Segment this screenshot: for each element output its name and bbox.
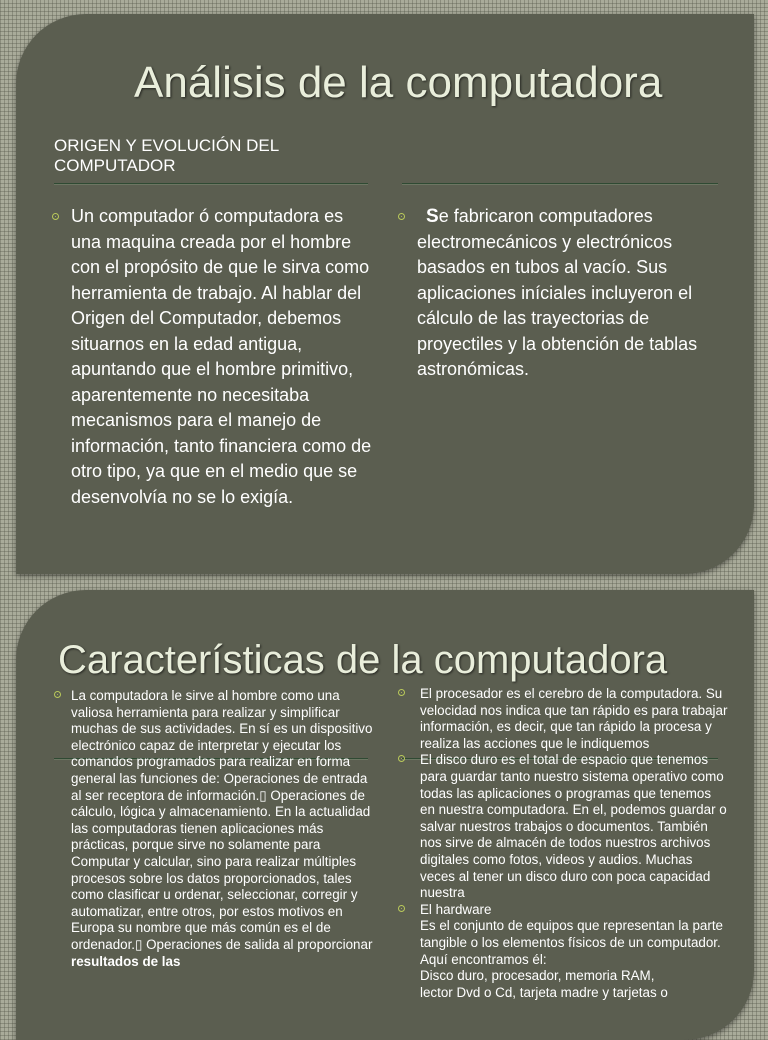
bullet-heading: El hardware	[420, 901, 492, 917]
drop-letter: S	[426, 206, 439, 227]
bullet-text: Un computador ó computadora es una maquina creada por el hombre con el propósito de que le sirva como herramienta de trabajo. Al hablar del Origen del Computador, debemos situarnos en la edad antigua, apuntando que el hombre primitivo, aparentemente no necesitaba mecanismos para el manejo de información, tanto financiera como de otro tipo, ya que en el medio que se desenvolvía no se lo exigía.	[71, 206, 372, 507]
bullet-item	[52, 204, 372, 510]
bullet-paragraph: Es el conjunto de equipos que representan la parte tangible o los elementos físicos de un computador. Aquí encontramos él:	[420, 918, 723, 967]
bullet-text: El disco duro es el total de espacio que tenemos para guardar tanto nuestro sistema operativo como todas las aplicaciones o programas que tenemos en nuestra computadora. En el, podemos guardar o salvar nuestros trabajos o documentos. También nos sirve de almacén de todos nuestros archivos digitales como fotos, videos y audios. Muchas veces al tener un disco duro con poca capacidad nuestra	[420, 752, 727, 901]
slide-caracteristicas	[16, 590, 754, 1040]
bullet-text: El procesador es el cerebro de la computadora. Su velocidad nos indica que tan rápido es para trabajar información, es decir, que tan rápido la procesa y realiza las acciones que le indiquemos	[420, 686, 728, 751]
bullet-icon	[54, 691, 61, 698]
bullet-icon	[398, 689, 405, 696]
slide-title: Análisis de la computadora	[134, 58, 663, 107]
bullet-text-rest: e fabricaron computadores electromecánicos y electrónicos basados en tubos al vacío. Sus aplicaciones iníciales incluyeron el cálculo de las trayectorias de proyectiles y la obtención de tablas astronómicas.	[417, 206, 698, 379]
bullet-text	[417, 204, 728, 383]
bullet-text	[420, 902, 728, 1002]
slide-analisis	[16, 14, 754, 574]
bullet-line: Disco duro, procesador, memoria RAM,	[420, 968, 655, 984]
bullet-line: lector Dvd o Cd, tarjeta madre y tarjetas o	[420, 984, 668, 1000]
bullet-item	[54, 688, 374, 970]
bullet-item	[398, 204, 728, 383]
bullet-icon	[52, 213, 59, 220]
bullet-text-bold: resultados de las	[71, 953, 181, 969]
right-column	[398, 686, 728, 1001]
bullet-icon	[398, 905, 405, 912]
bullet-item	[398, 752, 728, 901]
divider-left	[54, 183, 368, 184]
bullet-text-main: La computadora le sirve al hombre como una valiosa herramienta para realizar y simplificar muchas de sus actividades. En sí es un dispositivo electrónico capaz de interpretar y ejecutar los comandos programados para realizar en forma general las funciones de: Operaciones de entrada al ser receptora de información.▯ Operaciones de cálculo, lógica y almacenamiento. En la actualidad las computadoras tienen aplicaciones más prácticas, porque sirve no solamente para Computar y calcular, sino para realizar múltiples procesos sobre los datos proporcionados, tales como clasificar u ordenar, seleccionar, corregir y automatizar, entre otros, por estos motivos en Europa su nombre que más común es el de ordenador.▯ Operaciones de salida al proporcionar	[71, 688, 373, 952]
right-column	[398, 204, 728, 383]
bullet-text	[71, 688, 374, 970]
left-column	[54, 688, 374, 970]
slide-subtitle: ORIGEN Y EVOLUCIÓN DEL COMPUTADOR	[54, 136, 279, 175]
bullet-item	[398, 902, 728, 1002]
divider-right	[402, 183, 718, 184]
slide-title: Características de la computadora	[58, 638, 668, 682]
bullet-icon	[398, 213, 405, 220]
left-column	[52, 204, 372, 510]
bullet-icon	[398, 755, 405, 762]
bullet-item	[398, 686, 728, 752]
